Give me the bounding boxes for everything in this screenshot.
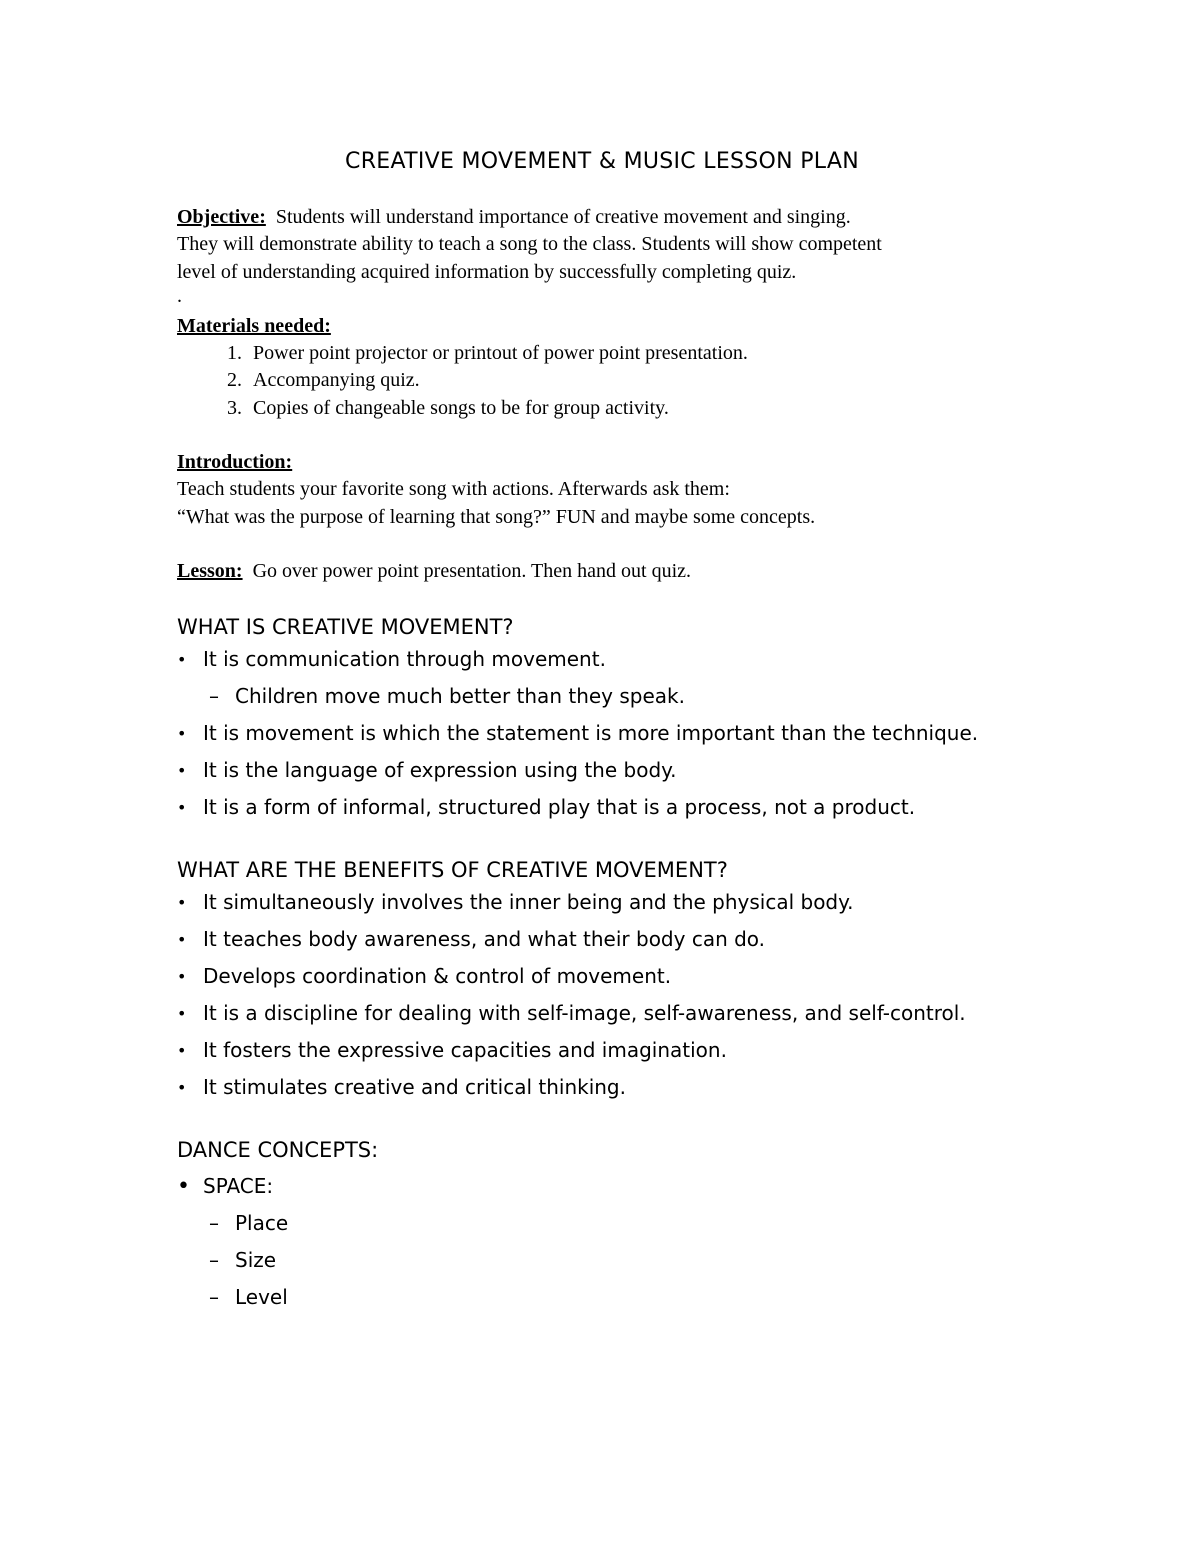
introduction-section bbox=[177, 449, 1027, 531]
dance-concepts-list bbox=[177, 1170, 1027, 1203]
introduction-label: Introduction: bbox=[177, 451, 293, 474]
what-is-heading: WHAT IS CREATIVE MOVEMENT? bbox=[177, 615, 514, 640]
benefits-bullet-4 bbox=[177, 997, 1027, 1030]
dash-icon: – bbox=[209, 1211, 219, 1236]
what-is-bullet-1 bbox=[177, 643, 1027, 676]
bullet-icon: • bbox=[177, 650, 187, 670]
what-is-list bbox=[177, 643, 1027, 676]
bullet-icon: • bbox=[177, 930, 187, 950]
introduction-line-2: “What was the purpose of learning that song?” FUN and maybe some concepts. bbox=[177, 505, 816, 528]
dance-space-place-text: Place bbox=[235, 1211, 289, 1236]
objective-text-1: Students will understand importance of creative movement and singing. bbox=[275, 206, 851, 228]
dance-space-item bbox=[177, 1170, 1027, 1203]
benefits-heading: WHAT ARE THE BENEFITS OF CREATIVE MOVEMENT? bbox=[177, 858, 728, 883]
bullet-icon: • bbox=[177, 1174, 190, 1200]
objective-label: Objective: bbox=[177, 206, 266, 228]
benefits-text-1: It simultaneously involves the inner being and the physical body. bbox=[203, 890, 854, 915]
dash-icon: – bbox=[209, 1248, 219, 1273]
dance-space-label: SPACE: bbox=[203, 1174, 274, 1199]
benefits-list bbox=[177, 886, 1027, 1104]
dance-space-size bbox=[177, 1244, 1027, 1277]
benefits-text-2: It teaches body awareness, and what their body can do. bbox=[203, 927, 766, 952]
what-is-bullet-3 bbox=[177, 754, 1027, 787]
what-is-text-1: It is communication through movement. bbox=[203, 647, 606, 672]
materials-item-2: 2. Accompanying quiz. bbox=[247, 367, 1027, 394]
what-is-bullet-2 bbox=[177, 717, 1027, 750]
objective-section bbox=[177, 204, 1027, 313]
bullet-icon: • bbox=[177, 893, 187, 913]
document-page bbox=[177, 146, 1027, 1318]
stray-dot: . bbox=[177, 284, 182, 307]
objective-line-2: They will demonstrate ability to teach a song to the class. Students will show competent bbox=[177, 233, 882, 256]
what-is-subtext-1: Children move much better than they speak. bbox=[235, 684, 685, 709]
lesson-text: Go over power point presentation. Then hand out quiz. bbox=[252, 559, 691, 582]
introduction-line-1: Teach students your favorite song with actions. Afterwards ask them: bbox=[177, 478, 730, 501]
benefits-bullet-2 bbox=[177, 923, 1027, 956]
what-is-text-2: It is movement is which the statement is more important than the technique. bbox=[203, 721, 979, 746]
benefits-bullet-3 bbox=[177, 960, 1027, 993]
page-title: CREATIVE MOVEMENT & MUSIC LESSON PLAN bbox=[345, 149, 859, 174]
what-is-sublist bbox=[177, 680, 1027, 713]
what-is-section bbox=[177, 611, 1027, 824]
bullet-icon: • bbox=[177, 724, 187, 744]
benefits-bullet-5 bbox=[177, 1034, 1027, 1067]
benefits-bullet-1 bbox=[177, 886, 1027, 919]
lesson-section bbox=[177, 558, 1027, 585]
bullet-icon: • bbox=[177, 1004, 187, 1024]
bullet-icon: • bbox=[177, 1078, 187, 1098]
dash-icon: – bbox=[209, 1285, 219, 1310]
benefits-text-6: It stimulates creative and critical thinking. bbox=[203, 1075, 626, 1100]
what-is-bullet-4 bbox=[177, 791, 1027, 824]
materials-label: Materials needed: bbox=[177, 314, 331, 337]
what-is-text-3: It is the language of expression using the body. bbox=[203, 758, 677, 783]
benefits-bullet-6 bbox=[177, 1071, 1027, 1104]
lesson-label: Lesson: bbox=[177, 559, 243, 582]
objective-line-1 bbox=[177, 204, 1027, 231]
materials-section bbox=[177, 313, 1027, 422]
bullet-icon: • bbox=[177, 1041, 187, 1061]
bullet-icon: • bbox=[177, 761, 187, 781]
what-is-subitem-1 bbox=[177, 680, 1027, 713]
materials-list bbox=[177, 340, 1027, 422]
dance-space-sublist bbox=[177, 1207, 1027, 1314]
dance-space-level-text: Level bbox=[235, 1285, 288, 1310]
dance-space-size-text: Size bbox=[235, 1248, 277, 1273]
benefits-text-4: It is a discipline for dealing with self-image, self-awareness, and self-control. bbox=[203, 1001, 966, 1026]
benefits-section bbox=[177, 854, 1027, 1104]
what-is-list-continued bbox=[177, 717, 1027, 824]
benefits-text-3: Develops coordination & control of movement. bbox=[203, 964, 672, 989]
dance-concepts-section bbox=[177, 1134, 1027, 1314]
bullet-icon: • bbox=[177, 798, 187, 818]
dance-space-level bbox=[177, 1281, 1027, 1314]
dance-space-place bbox=[177, 1207, 1027, 1240]
dash-icon: – bbox=[209, 684, 219, 709]
materials-item-3: 3. Copies of changeable songs to be for group activity. bbox=[247, 395, 1027, 422]
objective-line-3: level of understanding acquired information by successfully completing quiz. bbox=[177, 260, 797, 283]
materials-item-1: 1. Power point projector or printout of power point presentation. bbox=[247, 340, 1027, 367]
benefits-text-5: It fosters the expressive capacities and imagination. bbox=[203, 1038, 727, 1063]
bullet-icon: • bbox=[177, 967, 187, 987]
what-is-text-4: It is a form of informal, structured play that is a process, not a product. bbox=[203, 795, 916, 820]
dance-concepts-heading: DANCE CONCEPTS: bbox=[177, 1138, 379, 1163]
